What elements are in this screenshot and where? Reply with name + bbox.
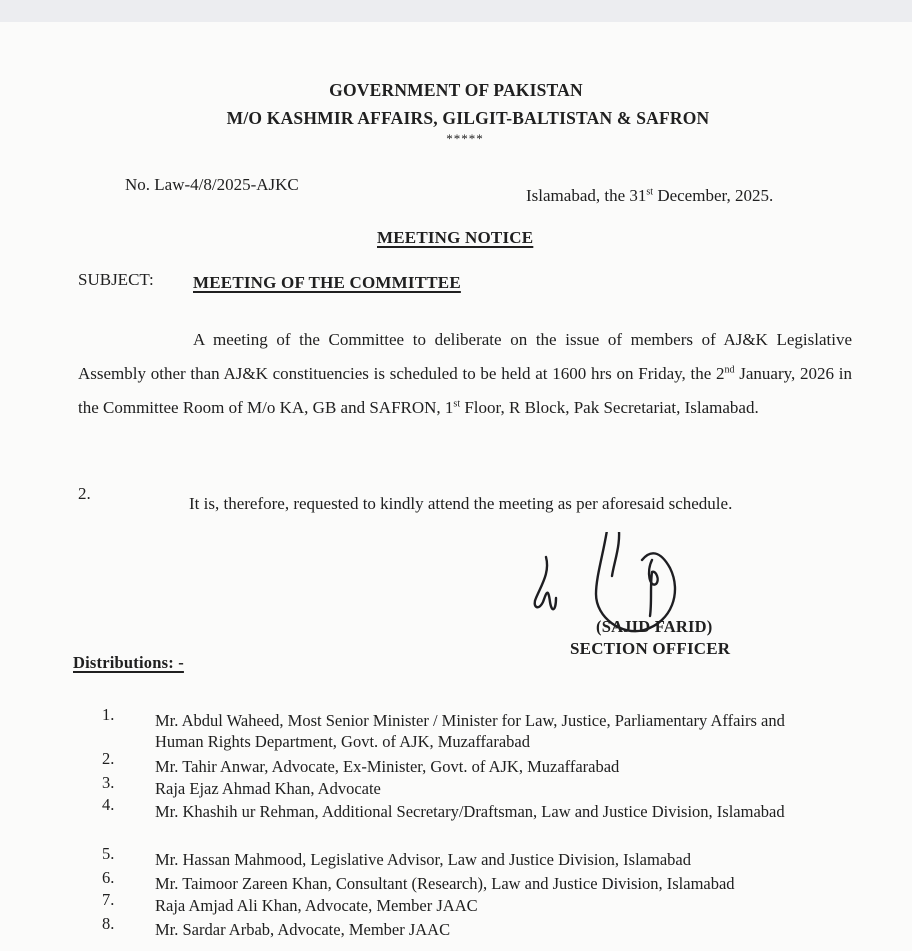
paragraph-1-text-c: Floor, R Block, Pak Secretariat, Islamabad.	[460, 398, 759, 417]
distribution-item-3-text: Raja Ejaz Ahmad Khan, Advocate	[155, 779, 381, 798]
header-stars: *****	[446, 131, 484, 146]
distribution-item-2-text: Mr. Tahir Anwar, Advocate, Ex-Minister, Govt. of AJK, Muzaffarabad	[155, 757, 620, 776]
signatory-name: (SAJID FARID)	[596, 617, 713, 636]
paragraph-1	[78, 323, 852, 425]
signatory-designation: SECTION OFFICER	[570, 639, 731, 658]
subject-label: SUBJECT:	[78, 270, 154, 289]
header-government: GOVERNMENT OF PAKISTAN	[329, 80, 583, 100]
header-ministry: M/O KASHMIR AFFAIRS, GILGIT-BALTISTAN & SAFRON	[226, 108, 710, 128]
paragraph-2-number: 2.	[78, 484, 91, 503]
distribution-item-1-number: 1.	[102, 705, 115, 724]
paragraph-1-text-b: January, 2026 in the Committee Room of M/o KA, GB and SAFRON, 1	[78, 364, 852, 417]
distribution-item-1-text: Mr. Abdul Waheed, Most Senior Minister / Minister for Law, Justice, Parliamentary Affairs and Human Rights Department, Govt. of AJK, Muzaffarabad	[155, 711, 785, 751]
subject-text: MEETING OF THE COMMITTEE	[193, 273, 461, 292]
distribution-item-7-text: Raja Amjad Ali Khan, Advocate, Member JAAC	[155, 896, 478, 915]
distribution-item-8-text: Mr. Sardar Arbab, Advocate, Member JAAC	[155, 920, 451, 939]
paragraph-2-text: It is, therefore, requested to kindly attend the meeting as per aforesaid schedule.	[189, 494, 733, 513]
issue-date-suffix: st	[646, 186, 654, 198]
distribution-item-8-number: 8.	[102, 914, 115, 933]
document-page	[0, 22, 912, 951]
distribution-item-2-number: 2.	[102, 749, 115, 768]
paragraph-1-sup-a: nd	[724, 364, 735, 376]
distribution-item-7-number: 7.	[102, 890, 115, 909]
distribution-item-4-number: 4.	[102, 795, 115, 814]
distribution-title: Distributions: -	[73, 653, 184, 672]
paragraph-1-text-a: A meeting of the Committee to deliberate on the issue of members of AJ&K Legislative Assembly other than AJ&K constituencies is scheduled to be held at 1600 hrs on Friday, the 2	[78, 330, 852, 383]
distribution-item-3-number: 3.	[102, 773, 115, 792]
distribution-item-5-text: Mr. Hassan Mahmood, Legislative Advisor, Law and Justice Division, Islamabad	[155, 850, 691, 869]
distribution-item-5-number: 5.	[102, 844, 115, 863]
paragraph-1-sup-b: st	[453, 398, 461, 410]
distribution-item-4-text: Mr. Khashih ur Rehman, Additional Secretary/Draftsman, Law and Justice Division, Islamabad	[155, 802, 785, 821]
distribution-item-6-number: 6.	[102, 868, 115, 887]
issue-date-place: Islamabad, the 31	[526, 186, 647, 205]
issue-date	[526, 186, 773, 206]
reference-number: No. Law-4/8/2025-AJKC	[125, 175, 299, 194]
notice-title: MEETING NOTICE	[377, 228, 534, 247]
distribution-item-6-text: Mr. Taimoor Zareen Khan, Consultant (Research), Law and Justice Division, Islamabad	[155, 874, 735, 893]
issue-date-month-year: December, 2025.	[653, 186, 774, 205]
